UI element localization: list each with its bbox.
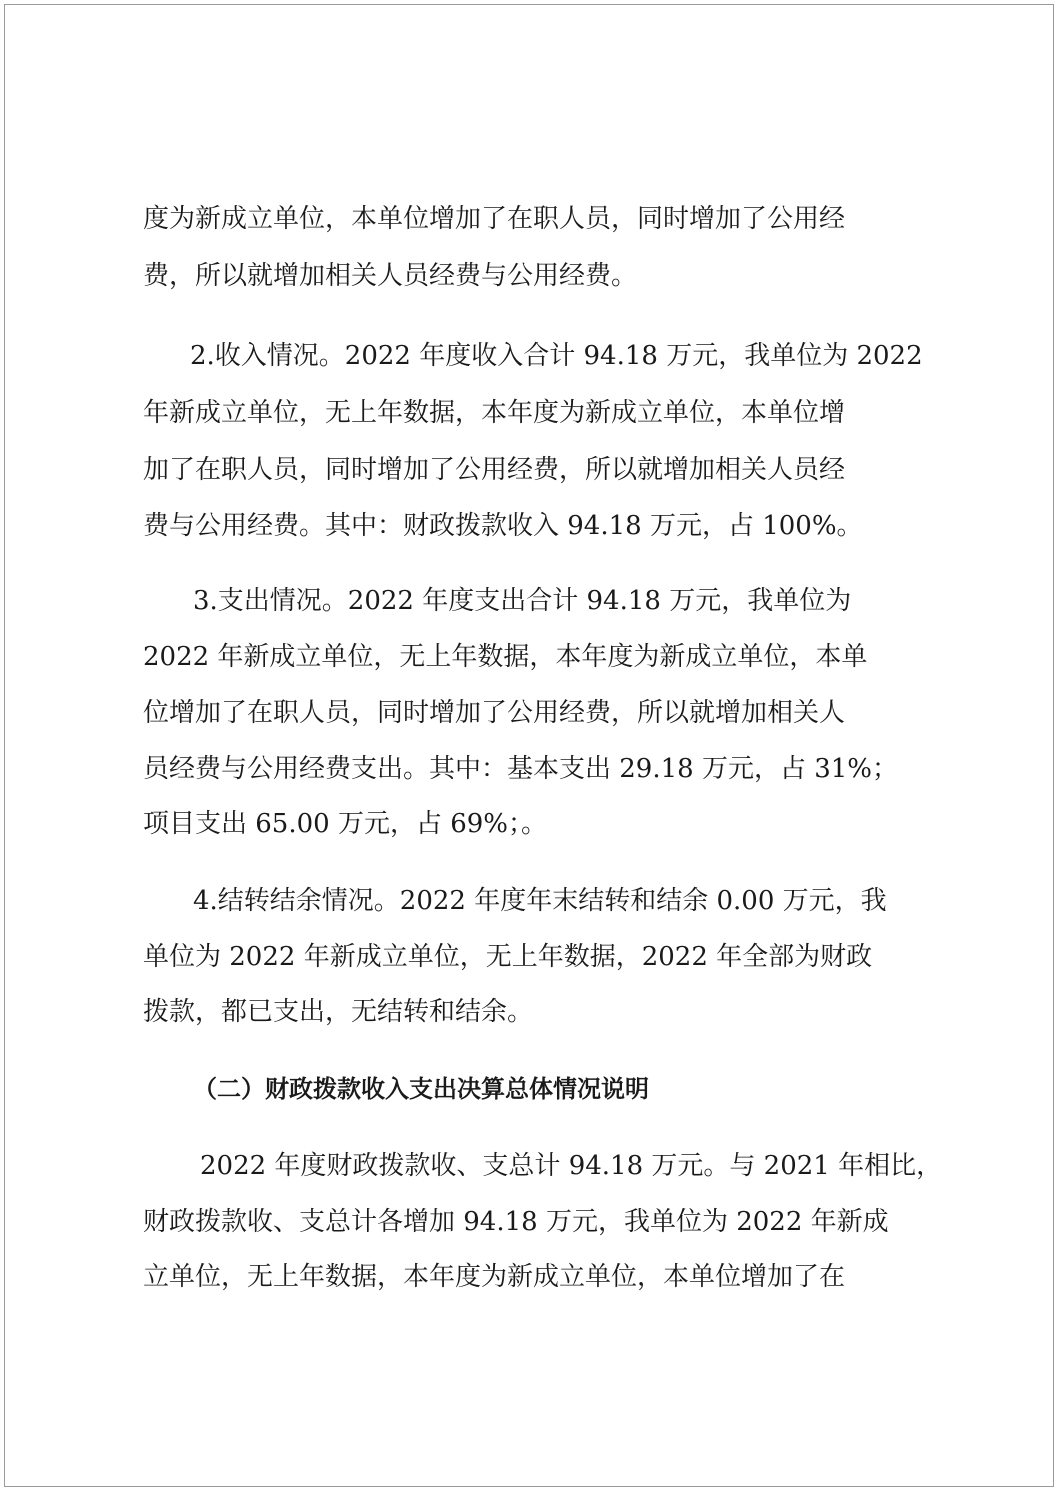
income-paragraph-line-1: 2.收入情况。2022 年度收入合计 94.18 万元，我单位为 2022 (190, 341, 923, 371)
section-heading: （二）财政拨款收入支出决算总体情况说明 (193, 1075, 649, 1103)
paragraph-1-line-1: 度为新成立单位，本单位增加了在职人员，同时增加了公用经 (143, 204, 846, 234)
expenditure-paragraph-line-3: 位增加了在职人员，同时增加了公用经费，所以就增加相关人 (143, 698, 846, 728)
income-paragraph-line-2: 年新成立单位，无上年数据，本年度为新成立单位，本单位增 (143, 398, 846, 428)
carryover-paragraph-line-3: 拨款，都已支出，无结转和结余。 (143, 997, 534, 1027)
expenditure-paragraph-line-4: 员经费与公用经费支出。其中：基本支出 29.18 万元，占 31%； (143, 754, 899, 784)
carryover-paragraph-line-1: 4.结转结余情况。2022 年度年末结转和结余 0.00 万元，我 (193, 886, 887, 916)
income-paragraph-line-3: 加了在职人员，同时增加了公用经费，所以就增加相关人员经 (143, 455, 846, 485)
expenditure-paragraph-line-5: 项目支出 65.00 万元，占 69%；。 (143, 809, 548, 839)
income-paragraph-line-4: 费与公用经费。其中：财政拨款收入 94.18 万元，占 100%。 (143, 511, 863, 541)
expenditure-paragraph-line-2: 2022 年新成立单位，无上年数据，本年度为新成立单位，本单 (143, 642, 868, 672)
fiscal-paragraph-line-1: 2022 年度财政拨款收、支总计 94.18 万元。与 2021 年相比， (200, 1151, 943, 1181)
paragraph-1-line-2: 费，所以就增加相关人员经费与公用经费。 (143, 261, 638, 291)
fiscal-paragraph-line-2: 财政拨款收、支总计各增加 94.18 万元，我单位为 2022 年新成 (143, 1207, 889, 1237)
carryover-paragraph-line-2: 单位为 2022 年新成立单位，无上年数据，2022 年全部为财政 (143, 942, 873, 972)
document-page (4, 4, 1054, 1487)
expenditure-paragraph-line-1: 3.支出情况。2022 年度支出合计 94.18 万元，我单位为 (193, 586, 852, 616)
fiscal-paragraph-line-3: 立单位，无上年数据，本年度为新成立单位，本单位增加了在 (143, 1262, 846, 1292)
